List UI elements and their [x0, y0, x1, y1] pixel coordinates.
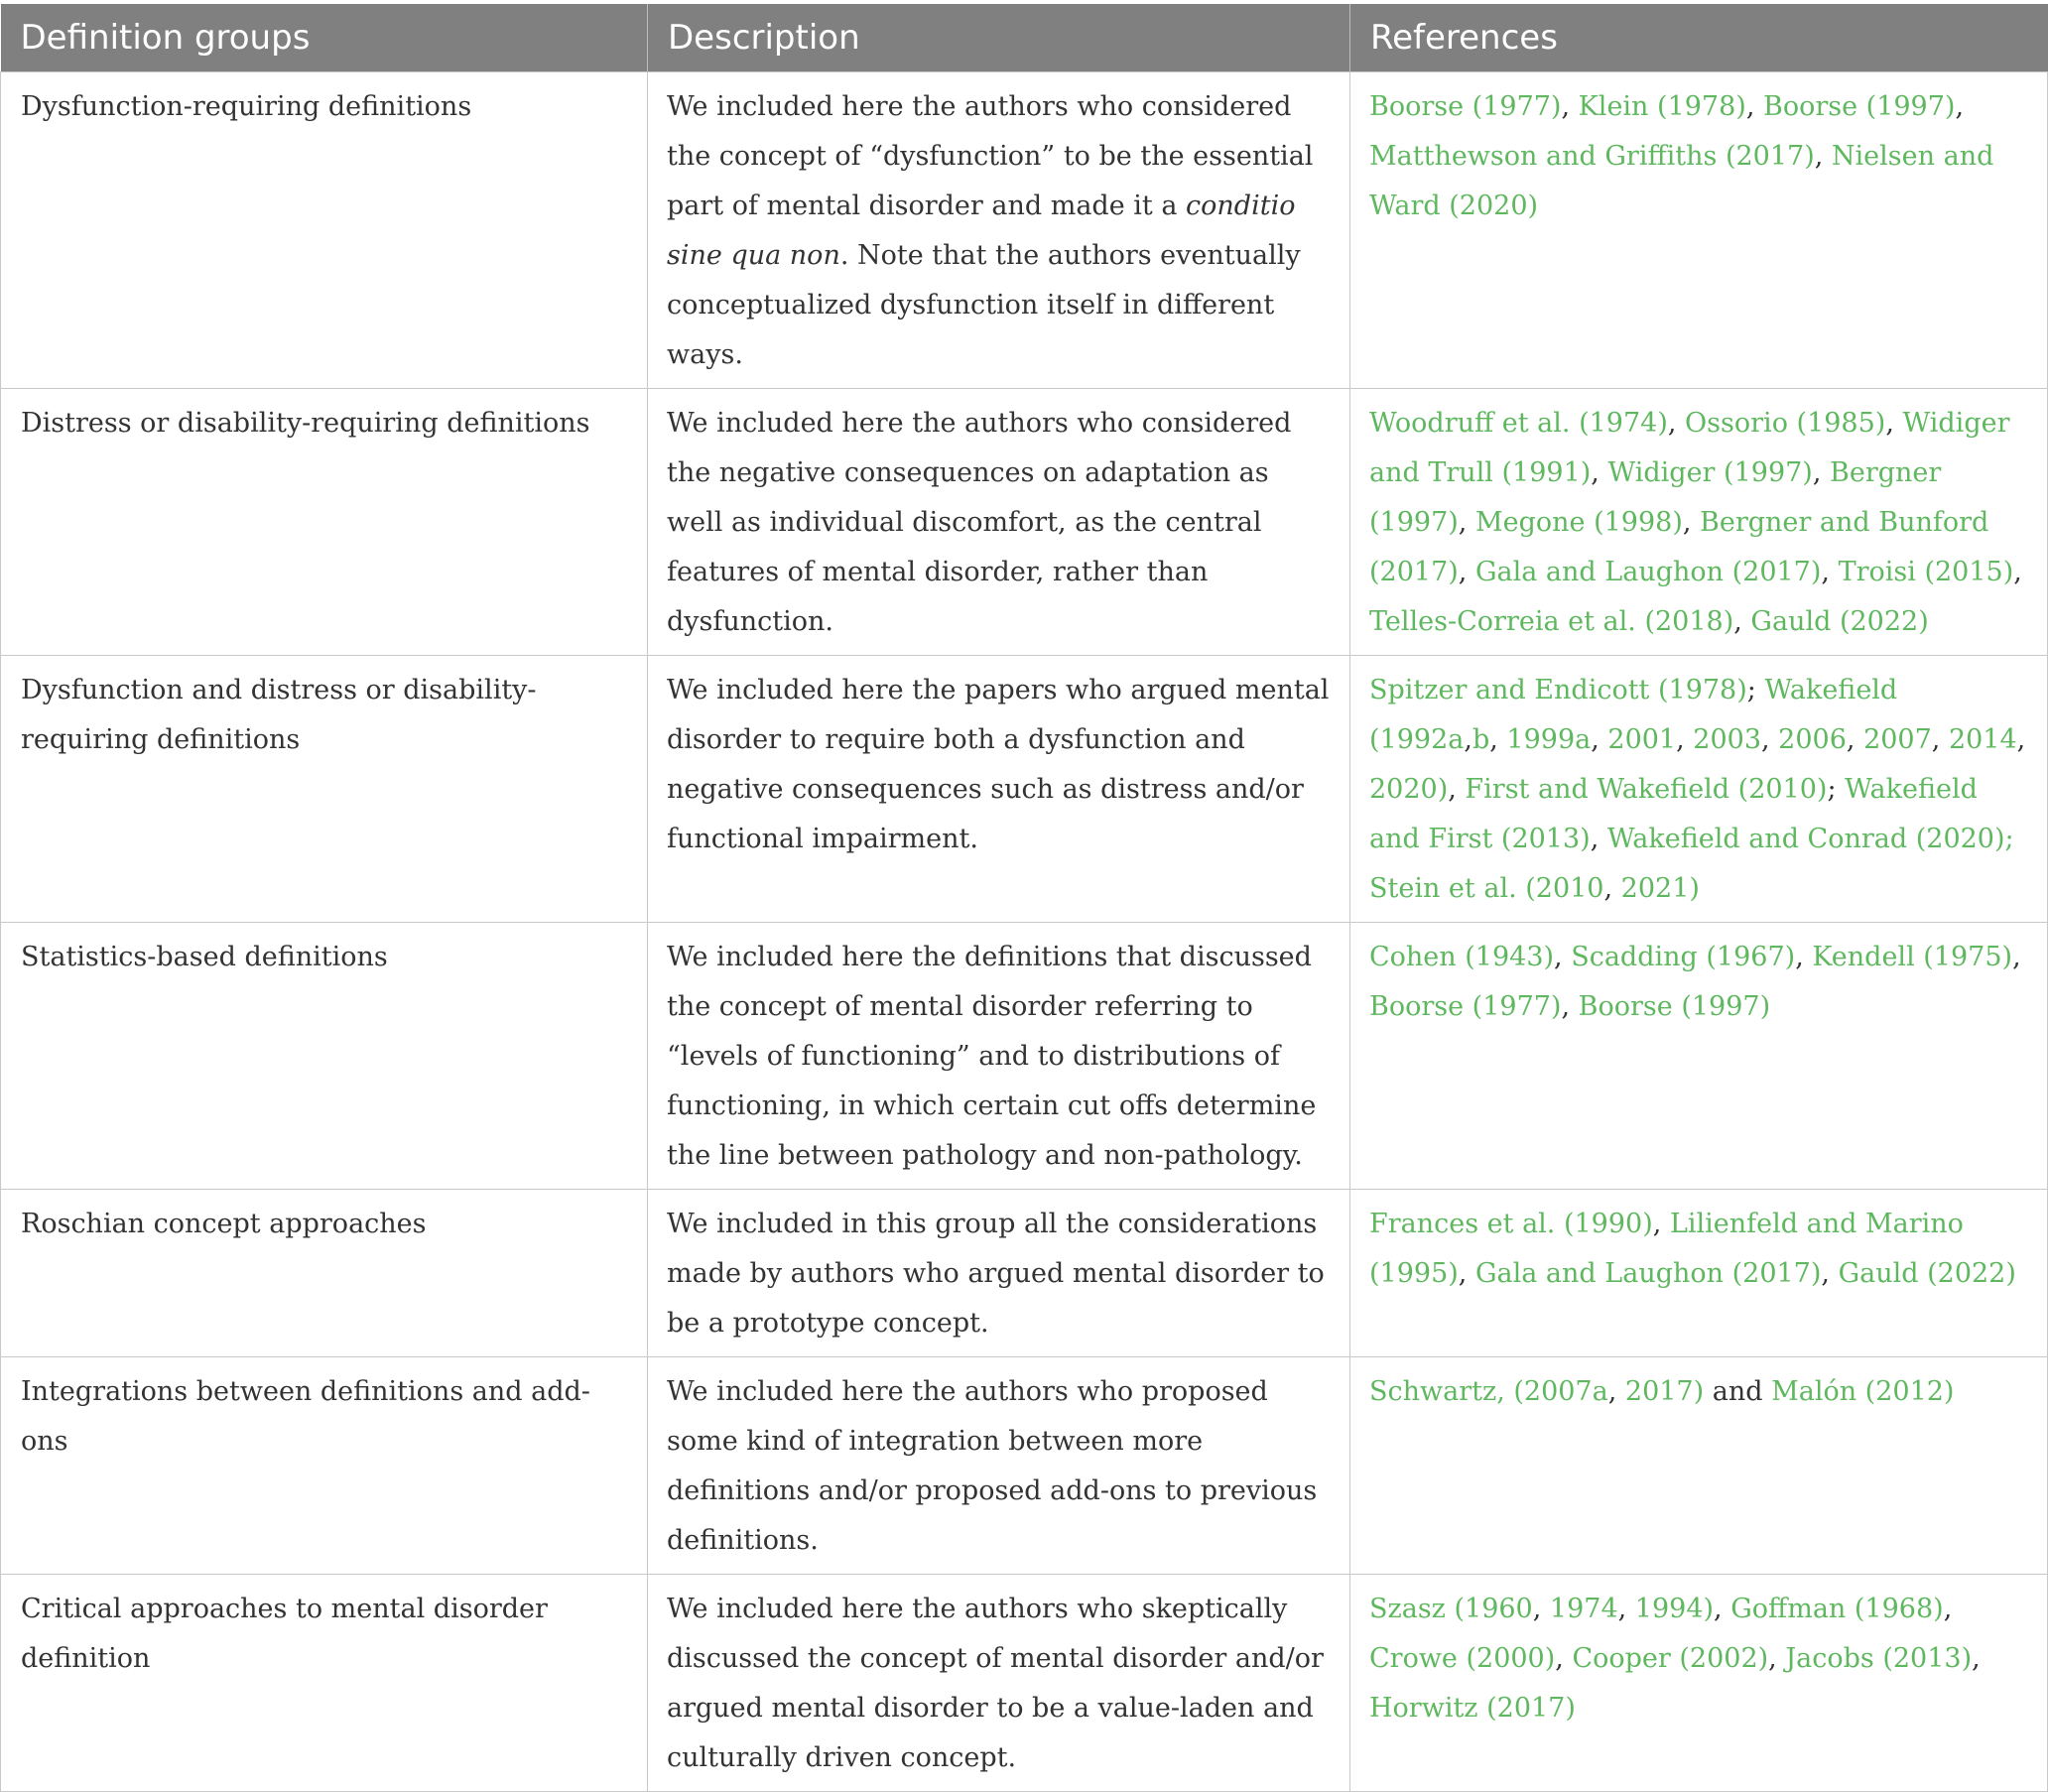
reference-link[interactable]: Wakefield and Conrad (2020); Stein et al. (2010 — [1369, 824, 2014, 904]
reference-separator: , — [1561, 91, 1579, 122]
table-header — [1, 4, 2048, 72]
header-row — [1, 4, 2048, 72]
reference-separator: , — [1676, 724, 1694, 755]
reference-separator: , — [1448, 774, 1466, 805]
reference-link[interactable]: Nielsen and Ward (2020) — [1369, 141, 1994, 221]
reference-separator: , — [1652, 1209, 1670, 1239]
references-cell — [1350, 1357, 2048, 1575]
reference-separator: , — [1554, 942, 1572, 972]
header-definition-groups: Definition groups — [1, 4, 648, 72]
reference-link[interactable]: Schwartz, (2007a — [1369, 1376, 1608, 1407]
reference-separator: , — [1458, 1258, 1475, 1289]
group-cell: Critical approaches to mental disorder definition — [1, 1575, 648, 1792]
reference-separator: , — [1972, 1643, 1981, 1674]
reference-link[interactable]: 1974 — [1549, 1594, 1618, 1624]
table-row — [1, 656, 2048, 923]
group-cell: Statistics-based definitions — [1, 923, 648, 1190]
reference-separator: , — [1761, 724, 1779, 755]
reference-link[interactable]: First and Wakefield (2010) — [1465, 774, 1828, 805]
reference-separator: , — [2013, 557, 2022, 587]
table-body — [1, 72, 2048, 1792]
group-cell: Dysfunction-requiring definitions — [1, 72, 648, 389]
description-cell: We included here the definitions that discussed the concept of mental disorder referring to “levels of functioning” and to distributions of functioning, in which certain cut offs determine the line between pathology and non-pathology. — [648, 923, 1350, 1190]
description-cell: We included here the authors who skeptically discussed the concept of mental disorder and/or argued mental disorder to be a value-laden and culturally driven concept. — [648, 1575, 1350, 1792]
reference-separator: , — [2012, 942, 2021, 972]
references-cell — [1350, 923, 2048, 1190]
description-cell — [648, 72, 1350, 389]
reference-separator: , — [1464, 724, 1472, 755]
reference-separator: , — [1561, 991, 1579, 1022]
reference-link[interactable]: Wakefield and First (2013) — [1369, 774, 1978, 854]
description-emphasis: conditio sine qua non — [667, 191, 1296, 271]
reference-separator: , — [1458, 557, 1475, 587]
reference-link[interactable]: 2017) — [1624, 1376, 1705, 1407]
reference-separator: , — [1667, 408, 1686, 439]
reference-link[interactable]: Cooper (2002) — [1572, 1643, 1769, 1674]
group-cell: Integrations between definitions and add-ons — [1, 1357, 648, 1575]
reference-link[interactable]: Ossorio (1985) — [1685, 408, 1886, 439]
reference-link[interactable]: Lilienfeld and Marino (1995) — [1369, 1209, 1964, 1289]
reference-link[interactable]: Matthewson and Griffiths (2017) — [1369, 141, 1815, 172]
reference-separator: , — [1931, 724, 1949, 755]
references-cell — [1350, 1190, 2048, 1357]
references-cell — [1350, 656, 2048, 923]
reference-link[interactable]: Megone (1998) — [1474, 507, 1683, 538]
table-row — [1, 1575, 2048, 1792]
reference-link[interactable]: 1999a — [1506, 724, 1592, 755]
header-description: Description — [648, 4, 1350, 72]
reference-separator: , — [1603, 873, 1621, 904]
group-cell: Dysfunction and distress or disability-requiring definitions — [1, 656, 648, 923]
reference-link[interactable]: Szasz (1960 — [1369, 1594, 1533, 1624]
reference-separator: , — [1555, 1643, 1573, 1674]
reference-link[interactable]: Boorse (1997) — [1578, 991, 1771, 1022]
table-row — [1, 72, 2048, 389]
reference-separator: , — [1814, 141, 1832, 172]
reference-link[interactable]: Gala and Laughon (2017) — [1474, 557, 1822, 587]
reference-separator: , — [1617, 1594, 1635, 1624]
reference-link[interactable]: Troisi (2015) — [1838, 557, 2014, 587]
definitions-table-container — [0, 4, 2048, 1792]
reference-link[interactable]: Kendell (1975) — [1812, 942, 2013, 972]
reference-separator: , — [1821, 557, 1839, 587]
reference-link[interactable]: 2014 — [1948, 724, 2017, 755]
reference-link[interactable]: b — [1472, 724, 1490, 755]
table-row — [1, 1190, 2048, 1357]
reference-link[interactable]: Gala and Laughon (2017) — [1474, 1258, 1822, 1289]
reference-separator: , — [1607, 1376, 1625, 1407]
description-text: We included here the authors who considered the concept of “dysfunction” to be the essential part of mental disorder and made it a — [667, 91, 1314, 221]
reference-link[interactable]: Wakefield (1992a — [1369, 675, 1898, 755]
reference-link[interactable]: 2007 — [1863, 724, 1932, 755]
reference-link[interactable]: 2006 — [1778, 724, 1847, 755]
reference-link[interactable]: Malón (2012) — [1771, 1376, 1955, 1407]
group-cell: Roschian concept approaches — [1, 1190, 648, 1357]
reference-separator: , — [1682, 507, 1701, 538]
references-cell — [1350, 1575, 2048, 1792]
reference-link[interactable]: Bergner and Bunford (2017) — [1369, 507, 1989, 587]
reference-separator: , — [1591, 457, 1608, 488]
reference-separator: , — [1768, 1643, 1786, 1674]
group-cell: Distress or disability-requiring definitions — [1, 389, 648, 656]
reference-separator: and — [1704, 1376, 1772, 1407]
description-text-end: . Note that the authors eventually conceptualized dysfunction itself in different ways. — [667, 240, 1301, 370]
reference-separator: , — [1489, 724, 1507, 755]
definition-groups-table — [0, 4, 2048, 1792]
reference-separator: , — [1590, 824, 1607, 854]
reference-separator: , — [1846, 724, 1864, 755]
reference-link[interactable]: Woodruff et al. (1974) — [1369, 408, 1668, 439]
reference-link[interactable]: Boorse (1997) — [1762, 91, 1956, 122]
reference-separator: , — [1955, 91, 1965, 122]
reference-separator: ; — [1746, 675, 1765, 705]
reference-link[interactable]: Widiger and Trull (1991) — [1369, 408, 2010, 488]
reference-link[interactable]: Gauld (2022) — [1750, 606, 1929, 637]
description-cell: We included in this group all the considerations made by authors who argued mental disorder to be a prototype concept. — [648, 1190, 1350, 1357]
reference-link[interactable]: 2021) — [1620, 873, 1700, 904]
reference-separator: , — [1745, 91, 1763, 122]
reference-link[interactable]: Telles-Correia et al. (2018) — [1369, 606, 1734, 637]
table-row — [1, 1357, 2048, 1575]
reference-separator: , — [1714, 1594, 1731, 1624]
reference-separator: , — [1733, 606, 1751, 637]
reference-link[interactable]: Horwitz (2017) — [1369, 1693, 1576, 1724]
header-references: References — [1350, 4, 2048, 72]
references-cell — [1350, 389, 2048, 656]
reference-link[interactable]: Boorse (1977) — [1369, 91, 1562, 122]
reference-link[interactable]: Bergner (1997) — [1369, 457, 1942, 538]
table-row — [1, 389, 2048, 656]
reference-link[interactable]: Scadding (1967) — [1571, 942, 1796, 972]
reference-link[interactable]: Widiger (1997) — [1607, 457, 1813, 488]
description-cell: We included here the authors who proposed some kind of integration between more definitions and/or proposed add-ons to previous definitions. — [648, 1357, 1350, 1575]
reference-link[interactable]: Goffman (1968) — [1730, 1594, 1944, 1624]
reference-separator: , — [1885, 408, 1903, 439]
reference-separator: , — [1458, 507, 1475, 538]
reference-link[interactable]: Spitzer and Endicott (1978) — [1369, 675, 1747, 705]
reference-link[interactable]: Frances et al. (1990) — [1369, 1209, 1653, 1239]
reference-link[interactable]: Gauld (2022) — [1838, 1258, 2016, 1289]
reference-link[interactable]: Klein (1978) — [1578, 91, 1746, 122]
references-cell — [1350, 72, 2048, 389]
reference-separator: , — [2016, 724, 2026, 755]
reference-separator: , — [1821, 1258, 1839, 1289]
reference-link[interactable]: 2003 — [1693, 724, 1761, 755]
reference-link[interactable]: 2001 — [1607, 724, 1677, 755]
reference-link[interactable]: Boorse (1977) — [1369, 991, 1562, 1022]
reference-link[interactable]: 1994) — [1634, 1594, 1715, 1624]
reference-link[interactable]: 2020) — [1369, 774, 1449, 805]
reference-link[interactable]: Cohen (1943) — [1369, 942, 1555, 972]
reference-separator: ; — [1827, 774, 1846, 805]
reference-separator: , — [1795, 942, 1813, 972]
reference-link[interactable]: Jacobs (2013) — [1785, 1643, 1973, 1674]
reference-separator: , — [1943, 1594, 1953, 1624]
table-row — [1, 923, 2048, 1190]
reference-link[interactable]: Crowe (2000) — [1369, 1643, 1556, 1674]
reference-separator: , — [1591, 724, 1608, 755]
description-cell: We included here the papers who argued mental disorder to require both a dysfunction and negative consequences such as distress and/or functional impairment. — [648, 656, 1350, 923]
description-cell: We included here the authors who considered the negative consequences on adaptation as well as individual discomfort, as the central features of mental disorder, rather than dysfunction. — [648, 389, 1350, 656]
reference-separator: , — [1532, 1594, 1550, 1624]
reference-separator: , — [1812, 457, 1831, 488]
